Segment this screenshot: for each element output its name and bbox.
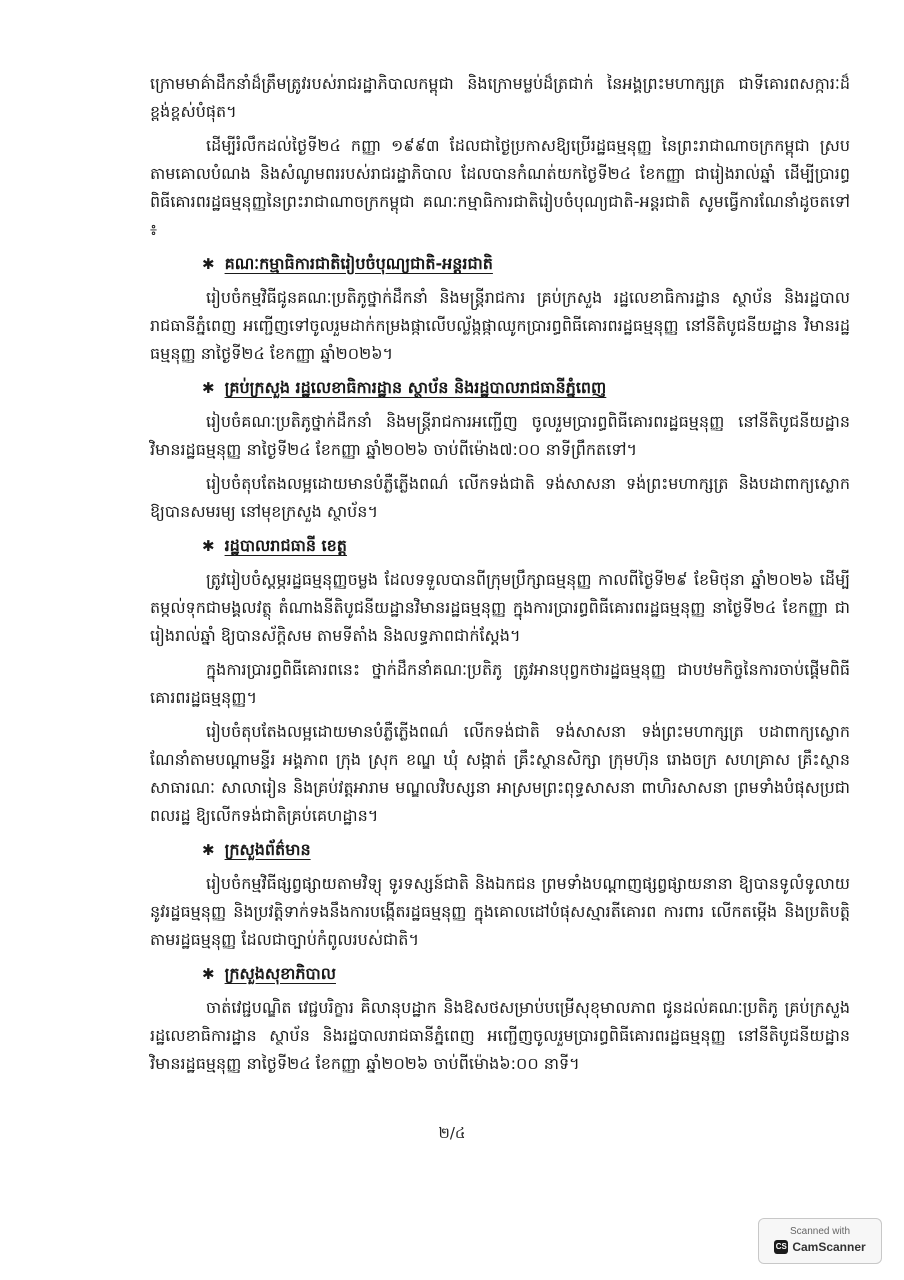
- camscanner-logo-icon: CS: [774, 1240, 788, 1254]
- section-paragraph: ត្រូវរៀបចំស្តម្ភរដ្ឋធម្មនុញ្ញចម្លង ដែលទទួលបានពីក្រុមប្រឹក្សាធម្មនុញ្ញ កាលពីថ្ងៃទី២៩ ខែមិថុនា ឆ្នាំ២០២៦ ដើម្បីតម្កល់ទុកជាមង្គលវត្ថុ តំណាងនីតិបូជនីយដ្ឋានវិមានរដ្ឋធម្មនុញ្ញ ក្នុងការប្រារព្ធពិធីគោរពរដ្ឋធម្មនុញ្ញ នាថ្ងៃទី២៤ ខែកញ្ញា ជារៀងរាល់ឆ្នាំ ឱ្យបានស័ក្តិសម តាមទីតាំង និងលទ្ធភាពជាក់ស្តែង។: [150, 570, 850, 645]
- scanned-with-label: Scanned with: [789, 1226, 851, 1237]
- section-heading-provincial-admin: [202, 532, 850, 560]
- document-page: [150, 70, 850, 1084]
- section-heading-text: គណៈកម្មាធិការជាតិរៀបចំបុណ្យជាតិ-អន្តរជាតិ: [224, 254, 493, 273]
- section-paragraph: រៀបចំតុបតែងលម្អដោយមានបំភ្លឺភ្លើងពណ៌ លើកទង់ជាតិ ទង់សាសនា ទង់ព្រះមហាក្សត្រ និងបដាពាក្យស្លោក ឱ្យបានសមរម្យ នៅមុខក្រសួង ស្ថាប័ន។: [150, 474, 850, 521]
- section-paragraph: ចាត់វេជ្ជបណ្ឌិត វេជ្ជបរិក្ខារ គិលានុបដ្ឋាក និងឱសថសម្រាប់បម្រើសុខុមាលភាព ជូនដល់គណៈប្រតិភូ គ្រប់ក្រសួង រដ្ឋលេខាធិការដ្ឋាន ស្ថាប័ន និងរដ្ឋបាលរាជធានីភ្នំពេញ អញ្ជើញចូលរួមប្រារព្ធពិធីគោរពរដ្ឋធម្មនុញ្ញ នៅនីតិបូជនីយដ្ឋាន វិមានរដ្ឋធម្មនុញ្ញ នាថ្ងៃទី២៤ ខែកញ្ញា ឆ្នាំ២០២៦ ចាប់ពីម៉ោង៦:០០ នាទី។: [150, 998, 850, 1073]
- section-heading-text: រដ្ឋបាលរាជធានី ខេត្ត: [224, 536, 347, 555]
- section-paragraph: ក្នុងការប្រារព្ធពិធីគោរពនេះ ថ្នាក់ដឹកនាំគណៈប្រតិភូ ត្រូវអានបុព្វកថារដ្ឋធម្មនុញ្ញ ជាបឋមកិច្ចនៃការចាប់ផ្តើមពិធីគោរពរដ្ឋធម្មនុញ្ញ។: [150, 660, 850, 707]
- section-heading-ministry-health: [202, 960, 850, 988]
- asterisk-bullet-icon: ✱: [202, 841, 215, 859]
- section-paragraph: រៀបចំកម្មវិធីជូនគណៈប្រតិភូថ្នាក់ដឹកនាំ និងមន្ត្រីរាជការ គ្រប់ក្រសួង រដ្ឋលេខាធិការដ្ឋាន ស្ថាប័ន និងរដ្ឋបាលរាជធានីភ្នំពេញ អញ្ជើញទៅចូលរួមដាក់កម្រងផ្កាលើបល្ល័ង្កផ្កាឈូកប្រារព្ធពិធីគោរពរដ្ឋធម្មនុញ្ញ នៅនីតិបូជនីយដ្ឋាន វិមានរដ្ឋធម្មនុញ្ញ នាថ្ងៃទី២៤ ខែកញ្ញា ឆ្នាំ២០២៦។: [150, 288, 850, 363]
- section-heading-ministries: [202, 374, 850, 402]
- asterisk-bullet-icon: ✱: [202, 379, 215, 397]
- section-paragraph: រៀបចំគណៈប្រតិភូថ្នាក់ដឹកនាំ និងមន្ត្រីរាជការអញ្ជើញ ចូលរួមប្រារព្ធពិធីគោរពរដ្ឋធម្មនុញ្ញ នៅនីតិបូជនីយដ្ឋាន វិមានរដ្ឋធម្មនុញ្ញ នាថ្ងៃទី២៤ ខែកញ្ញា ឆ្នាំ២០២៦ ចាប់ពីម៉ោង៧:០០ នាទីព្រឹកតទៅ។: [150, 412, 850, 459]
- asterisk-bullet-icon: ✱: [202, 965, 215, 983]
- section-heading-text: គ្រប់ក្រសួង រដ្ឋលេខាធិការដ្ឋាន ស្ថាប័ន និងរដ្ឋបាលរាជធានីភ្នំពេញ: [224, 378, 607, 397]
- asterisk-bullet-icon: ✱: [202, 537, 215, 555]
- intro-paragraph-1: ក្រោមមាគ៌ាដឹកនាំដ៏ត្រឹមត្រូវរបស់រាជរដ្ឋាភិបាលកម្ពុជា និងក្រោមម្លប់ដ៏ត្រជាក់ នៃអង្គព្រះមហាក្សត្រ ជាទីគោរពសក្ការៈដ៏ខ្ពង់ខ្ពស់បំផុត។: [150, 74, 850, 121]
- section-heading-national-committee: [202, 250, 850, 278]
- section-paragraph: រៀបចំតុបតែងលម្អដោយមានបំភ្លឺភ្លើងពណ៌ លើកទង់ជាតិ ទង់សាសនា ទង់ព្រះមហាក្សត្រ បដាពាក្យស្លោក ណែនាំតាមបណ្តាមន្ទីរ អង្គភាព ក្រុង ស្រុក ខណ្ឌ ឃុំ សង្កាត់ គ្រឹះស្ថានសិក្សា ក្រុមហ៊ុន រោងចក្រ សហគ្រាស គ្រឹះស្ថានសាធារណៈ សាលារៀន និងគ្រប់វត្តអារាម មណ្ឌលវិបស្សនា អាស្រមព្រះពុទ្ធសាសនា ពាហិរសាសនា ព្រមទាំងបំផុសប្រជាពលរដ្ឋ ឱ្យលើកទង់ជាតិគ្រប់គេហដ្ឋាន។: [150, 722, 850, 825]
- page-number: ២/៤: [438, 1124, 466, 1142]
- intro-paragraph-2: ដើម្បីរំលឹកដល់ថ្ងៃទី២៤ កញ្ញា ១៩៩៣ ដែលជាថ្ងៃប្រកាសឱ្យប្រើរដ្ឋធម្មនុញ្ញ នៃព្រះរាជាណាចក្រកម្ពុជា ស្របតាមគោលបំណង និងសំណូមពររបស់រាជរដ្ឋាភិបាល ដែលបានកំណត់យកថ្ងៃទី២៤ ខែកញ្ញា ជារៀងរាល់ឆ្នាំ ដើម្បីប្រារព្ធពិធីគោរពរដ្ឋធម្មនុញ្ញនៃព្រះរាជាណាចក្រកម្ពុជា គណៈកម្មាធិការជាតិរៀបចំបុណ្យជាតិ-អន្តរជាតិ សូមធ្វើការណែនាំដូចតទៅ ៖: [150, 136, 850, 239]
- camscanner-brand: [759, 1240, 881, 1254]
- camscanner-brand-text: CamScanner: [792, 1240, 866, 1254]
- section-heading-text: ក្រសួងសុខាភិបាល: [224, 964, 336, 983]
- section-paragraph: រៀបចំកម្មវិធីផ្សព្វផ្សាយតាមវិទ្យុ ទូរទស្សន៍ជាតិ និងឯកជន ព្រមទាំងបណ្តាញផ្សព្វផ្សាយនានា ឱ្យបានទូលំទូលាយនូវរដ្ឋធម្មនុញ្ញ និងប្រវត្តិទាក់ទងនឹងការបង្កើតរដ្ឋធម្មនុញ្ញ ក្នុងគោលដៅបំផុសស្មារតីគោរព ការពារ លើកតម្កើង និងប្រតិបត្តិតាមរដ្ឋធម្មនុញ្ញ ដែលជាច្បាប់កំពូលរបស់ជាតិ។: [150, 874, 850, 949]
- section-heading-text: ក្រសួងព័ត៌មាន: [224, 840, 311, 859]
- asterisk-bullet-icon: ✱: [202, 255, 215, 273]
- camscanner-watermark: [758, 1218, 882, 1264]
- section-heading-ministry-information: [202, 836, 850, 864]
